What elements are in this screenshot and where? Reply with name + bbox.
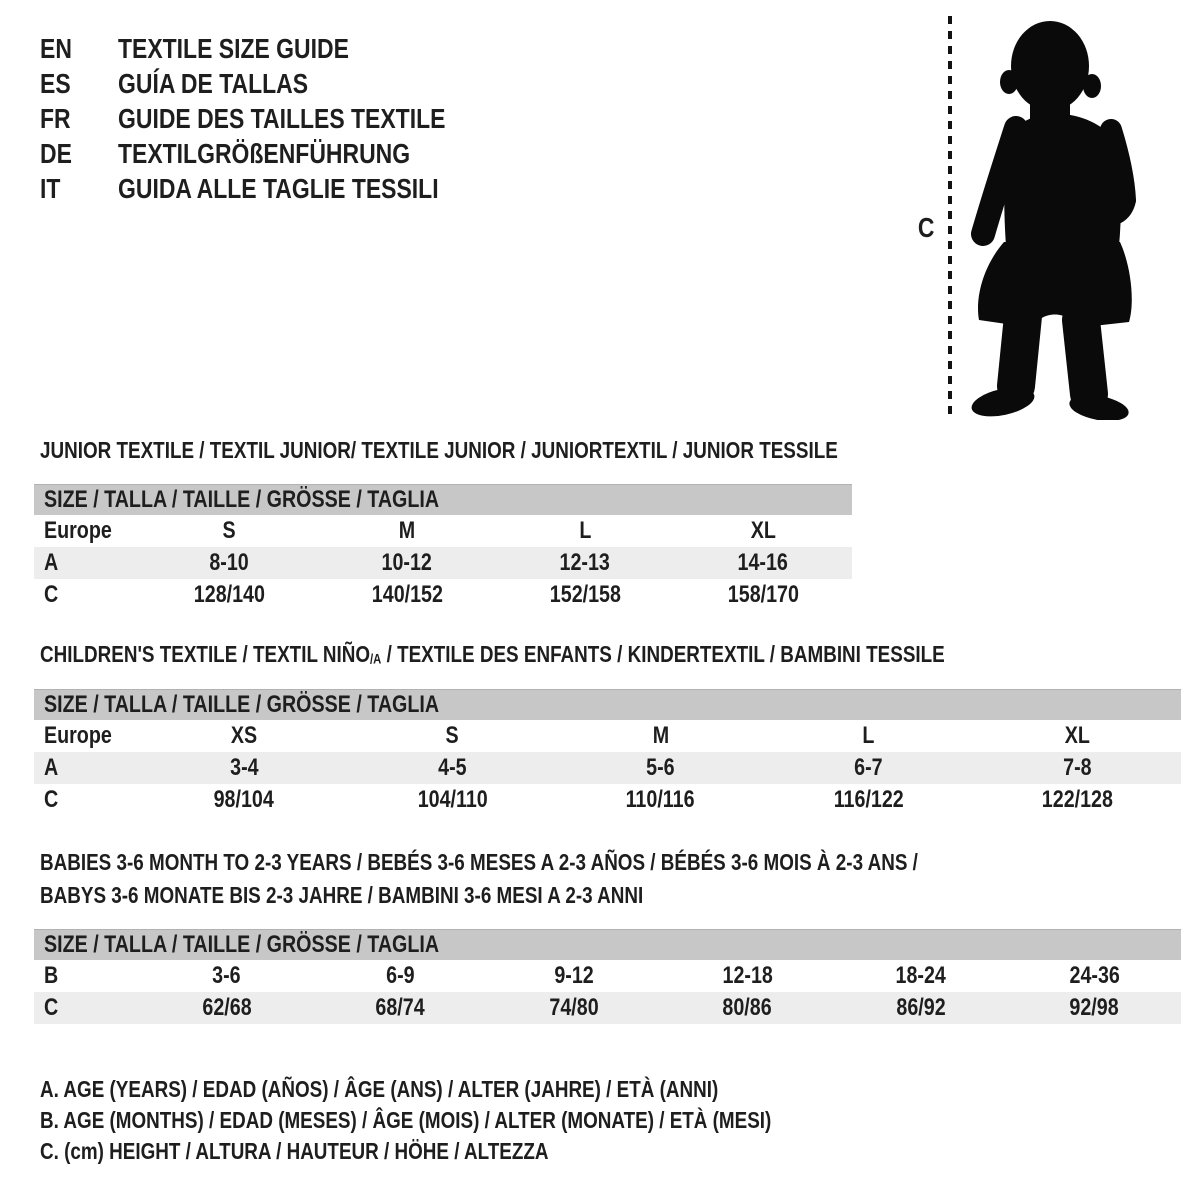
children-row-age xyxy=(34,752,1181,784)
months-value: 24-36 xyxy=(1069,962,1120,989)
age-value: 6-7 xyxy=(854,754,883,781)
language-code: EN xyxy=(40,33,72,64)
height-value: 152/158 xyxy=(549,581,621,608)
height-measure-label: C xyxy=(917,212,935,243)
height-value: 158/170 xyxy=(727,581,799,608)
language-row xyxy=(40,173,439,204)
size-value: XS xyxy=(230,722,258,749)
language-title: TEXTILE SIZE GUIDE xyxy=(118,33,349,64)
age-value: 4-5 xyxy=(438,754,467,781)
age-value: 10-12 xyxy=(381,549,433,576)
months-value: 18-24 xyxy=(895,962,946,989)
language-row xyxy=(40,138,411,169)
age-value: 5-6 xyxy=(646,754,675,781)
size-value: M xyxy=(652,722,669,749)
language-code: IT xyxy=(40,173,61,204)
age-value: 8-10 xyxy=(209,549,249,576)
height-value: 140/152 xyxy=(371,581,443,608)
height-value: 122/128 xyxy=(1041,786,1113,813)
babies-row-height xyxy=(34,992,1181,1024)
size-value: XL xyxy=(750,517,776,544)
language-code: FR xyxy=(40,103,71,134)
babies-section-title-line2: BABYS 3-6 MONATE BIS 2-3 JAHRE / BAMBINI 3-6 MESI A 2-3 ANNI xyxy=(40,882,644,908)
age-value: 7-8 xyxy=(1062,754,1092,781)
language-title: GUIDA ALLE TAGLIE TESSILI xyxy=(118,173,439,204)
size-value: L xyxy=(578,517,592,544)
size-value: L xyxy=(862,722,875,749)
junior-row-age xyxy=(34,547,852,579)
row-label: Europe xyxy=(44,517,112,544)
junior-row-height xyxy=(34,579,852,611)
language-row xyxy=(40,33,349,64)
row-label: Europe xyxy=(44,722,112,749)
age-value: 14-16 xyxy=(737,549,789,576)
children-size-header-bar: SIZE / TALLA / TAILLE / GRÖSSE / TAGLIA xyxy=(34,689,1181,720)
row-label: B xyxy=(44,962,59,989)
height-value: 128/140 xyxy=(193,581,265,608)
babies-size-header-bar: SIZE / TALLA / TAILLE / GRÖSSE / TAGLIA xyxy=(34,929,1181,960)
height-value: 68/74 xyxy=(375,994,425,1021)
height-value: 74/80 xyxy=(549,994,599,1021)
babies-section-title-line1: BABIES 3-6 MONTH TO 2-3 YEARS / BEBÉS 3-6 MESES A 2-3 AÑOS / BÉBÉS 3-6 MOIS À 2-3 ANS / xyxy=(40,849,918,875)
language-row xyxy=(40,68,309,99)
size-value: S xyxy=(222,517,236,544)
legend-height-cm: C. (cm) HEIGHT / ALTURA / HAUTEUR / HÖHE / ALTEZZA xyxy=(40,1138,549,1164)
age-value: 3-4 xyxy=(229,754,259,781)
row-label: C xyxy=(44,994,59,1021)
height-value: 98/104 xyxy=(213,786,275,813)
language-code: DE xyxy=(40,138,72,169)
size-value: XL xyxy=(1064,722,1090,749)
children-row-height xyxy=(34,784,1181,816)
language-row xyxy=(40,103,446,134)
legend-age-months: B. AGE (MONTHS) / EDAD (MESES) / ÂGE (MOIS) / ALTER (MONATE) / ETÀ (MESI) xyxy=(40,1107,772,1133)
junior-size-header-bar: SIZE / TALLA / TAILLE / GRÖSSE / TAGLIA xyxy=(34,484,852,515)
height-value: 110/116 xyxy=(626,786,695,813)
row-label: C xyxy=(44,786,59,813)
language-title: GUIDE DES TAILLES TEXTILE xyxy=(118,103,446,134)
size-value: M xyxy=(398,517,416,544)
height-dashed-line xyxy=(948,16,952,416)
height-value: 86/92 xyxy=(896,994,946,1021)
height-value: 92/98 xyxy=(1069,994,1119,1021)
language-title: TEXTILGRÖßENFÜHRUNG xyxy=(118,138,411,169)
legend-age-years: A. AGE (YEARS) / EDAD (AÑOS) / ÂGE (ANS) / ALTER (JAHRE) / ETÀ (ANNI) xyxy=(40,1076,719,1102)
size-value: S xyxy=(445,722,459,749)
toddler-silhouette-image xyxy=(962,14,1136,420)
row-label: C xyxy=(44,581,59,608)
junior-section-title: JUNIOR TEXTILE / TEXTIL JUNIOR/ TEXTILE JUNIOR / JUNIORTEXTIL / JUNIOR TESSILE xyxy=(40,437,838,463)
children-section-title: CHILDREN'S TEXTILE / TEXTIL NIÑO/A / TEXTILE DES ENFANTS / KINDERTEXTIL / BAMBINI TESSILE xyxy=(40,641,945,667)
junior-row-europe xyxy=(34,515,852,547)
age-value: 12-13 xyxy=(559,549,611,576)
language-code: ES xyxy=(40,68,71,99)
children-row-europe xyxy=(34,720,1181,752)
row-label: A xyxy=(44,549,59,576)
nino-a-subscript: /A xyxy=(370,651,382,667)
language-title: GUÍA DE TALLAS xyxy=(118,68,309,99)
height-value: 104/110 xyxy=(417,786,488,813)
months-value: 6-9 xyxy=(386,962,415,989)
months-value: 9-12 xyxy=(554,962,594,989)
row-label: A xyxy=(44,754,59,781)
height-value: 116/122 xyxy=(833,786,904,813)
babies-row-months xyxy=(34,960,1181,992)
height-value: 62/68 xyxy=(202,994,252,1021)
height-value: 80/86 xyxy=(722,994,772,1021)
months-value: 3-6 xyxy=(212,962,241,989)
months-value: 12-18 xyxy=(722,962,773,989)
